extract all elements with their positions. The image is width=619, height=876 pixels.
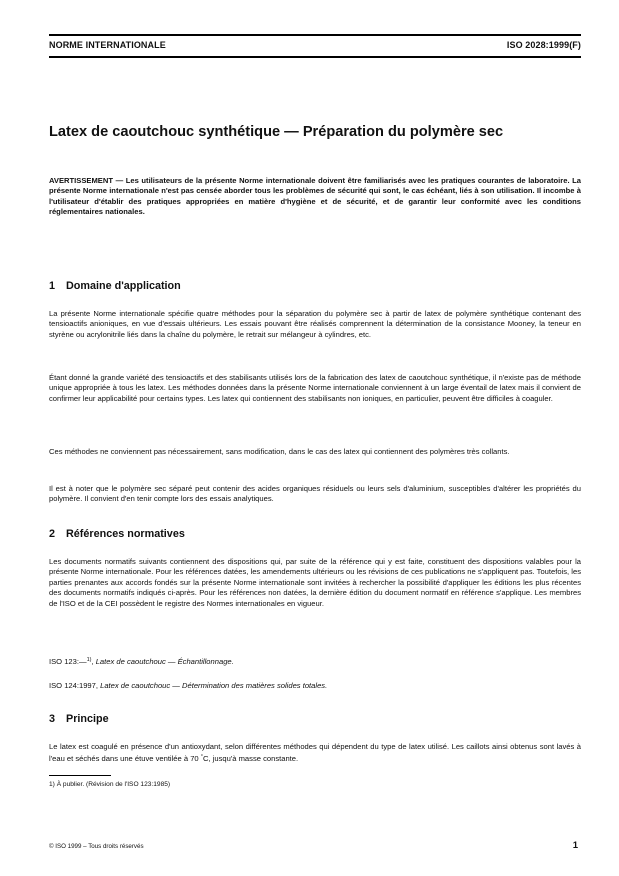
section-1-heading bbox=[49, 280, 181, 292]
degree-symbol: ° bbox=[200, 754, 203, 761]
section-3-title: Principe bbox=[66, 713, 109, 725]
section-2-paragraph-1: Les documents normatifs suivants contiennent des dispositions qui, par suite de la référence qui y est faite, constituent des dispositions valables pour la présente Norme internationale. Pour les références datées, les amendements ultérieurs ou les révisions de ces publications ne s'appliquent pas. Toutefois, les parties prenantes aux accords fondés sur la présente Norme internationale sont invitées à rechercher la possibilité d'appliquer les éditions les plus récentes des documents normatifs indiqués ci-après. Pour les références non datées, la dernière édition du document normatif en référence s'applique. Les membres de l'ISO et de la CEI possèdent le registre des Normes internationales en vigueur. bbox=[49, 557, 581, 608]
footnote-divider bbox=[49, 775, 111, 776]
reference-1-code: ISO 123:— bbox=[49, 657, 87, 666]
section-2-number: 2 bbox=[49, 528, 56, 540]
warning-paragraph: AVERTISSEMENT — Les utilisateurs de la présente Norme internationale doivent être familiarisés avec les pratiques courantes de laboratoire. La présente Norme internationale n'est pas censée aborder tous les problèmes de sécurité qui sont, le cas échéant, liés à son utilisation. Il incombe à l'utilisateur d'établir des pratiques appropriées en matière d'hygiène et de sécurité, et de garantir leur conformité avec les conditions réglementaires nationales. bbox=[49, 176, 581, 217]
section-1-paragraph-3: Ces méthodes ne conviennent pas nécessairement, sans modification, dans le cas des latex qui contiennent des polymères très collants. bbox=[49, 447, 510, 456]
reference-2-title: Latex de caoutchouc — Détermination des matières solides totales. bbox=[100, 681, 328, 690]
header-standard-number: ISO 2028:1999(F) bbox=[506, 40, 581, 50]
section-3-heading bbox=[49, 713, 109, 725]
section-1-number: 1 bbox=[49, 280, 56, 292]
section-3-number: 3 bbox=[49, 713, 56, 725]
section-1-paragraph-1: La présente Norme internationale spécifie quatre méthodes pour la séparation du polymère sec à partir de latex de polymère synthétique contenant des tensioactifs anioniques, en vue d'essais ultérieurs. Les essais pouvant être réalisés comprennent la détermination de la consistance Mooney, la teneur en styrène ou acrylonitrile liés dans la chaîne du polymère, le retrait sur mélangeur à cylindres, etc. bbox=[49, 309, 581, 339]
document-title: Latex de caoutchouc synthétique — Préparation du polymère sec bbox=[49, 124, 504, 140]
page-number: 1 bbox=[572, 840, 578, 851]
section-1-title: Domaine d'application bbox=[66, 280, 181, 292]
section-3-text-b: C, jusqu'à masse constante. bbox=[202, 754, 299, 764]
section-1-paragraph-4: Il est à noter que le polymère sec séparé peut contenir des acides organiques résiduels ou leurs sels d'aluminium, susceptibles d'altérer les propriétés du polymère. Il convient d'en tenir compte lors des essais analytiques. bbox=[49, 484, 581, 504]
footnote-1: 1) À publier. (Révision de l'ISO 123:1985) bbox=[49, 781, 171, 788]
reference-1-title: Latex de caoutchouc — Échantillonnage. bbox=[95, 657, 234, 666]
page-header bbox=[49, 34, 581, 58]
normative-reference-1: ISO 123:—$^{1)}$, Latex de caoutchouc — Échantillonnage. bbox=[49, 657, 234, 666]
section-3-paragraph-1 bbox=[49, 742, 581, 765]
header-standard-type: NORME INTERNATIONALE bbox=[49, 40, 166, 50]
reference-2-code: ISO 124:1997, bbox=[49, 681, 98, 690]
copyright-footer: © ISO 1999 – Tous droits réservés bbox=[49, 843, 144, 850]
section-2-title: Références normatives bbox=[66, 528, 185, 540]
section-3-text-a: Le latex est coagulé en présence d'un antioxydant, selon différentes méthodes qui dépendent du type de latex utilisé. Les caillots ainsi obtenus sont lavés à l'eau et séchés dans une étuve ventilée à 70 bbox=[49, 742, 581, 764]
normative-reference-2 bbox=[49, 681, 581, 691]
section-2-heading bbox=[49, 528, 185, 540]
section-1-paragraph-2: Étant donné la grande variété des tensioactifs et des stabilisants utilisés lors de la fabrication des latex de caoutchouc synthétique, il n'existe pas de méthode unique appropriée à tous les latex. Les méthodes données dans la présente Norme internationale conviennent à un large éventail de latex mais il convient de confirmer leur applicabilité pour certains types. Les latex qui contiennent des stabilisants non ioniques, en particulier, peuvent être difficiles à coaguler. bbox=[49, 373, 581, 403]
reference-1-footnote-mark: 1) bbox=[86, 657, 92, 663]
